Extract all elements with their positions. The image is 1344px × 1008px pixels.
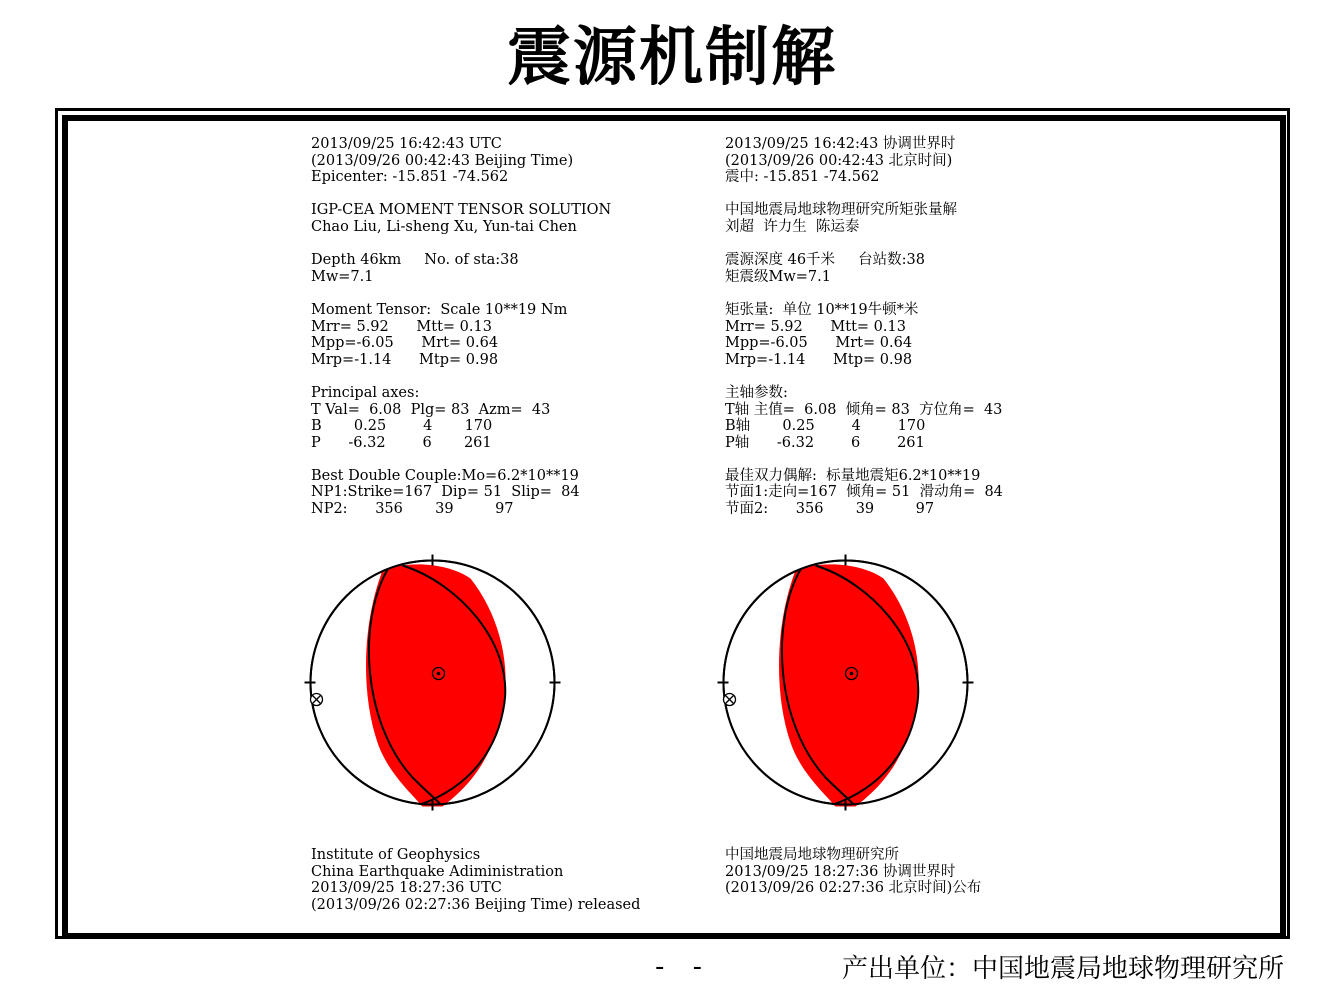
text-line: IGP-CEA MOMENT TENSOR SOLUTION [311,202,612,219]
english-solution-text [311,136,611,518]
text-line: 主轴参数: [725,384,788,401]
text-line: Depth 46km No. of sta:38 [311,252,519,269]
text-line: B 0.25 4 170 [311,418,493,435]
blank-line [725,236,1003,253]
text-line: Mrp=-1.14 Mtp= 0.98 [311,351,499,368]
text-line: China Earthquake Adiministration [311,863,564,880]
text-line: T Val= 6.08 Plg= 83 Azm= 43 [311,401,551,418]
blank-line [311,451,611,468]
blank-line [311,186,611,203]
page-title: 震源机制解 [507,21,837,95]
text-line: (2013/09/26 02:27:36 Beijing Time) released [311,896,641,913]
text-line: 震中: -15.851 -74.562 [725,169,880,186]
text-line: Mw=7.1 [311,268,374,285]
text-line: Best Double Couple:Mo=6.2*10**19 [311,467,579,484]
cross-in-circle-icon [311,694,323,706]
text-line: Mrr= 5.92 Mtt= 0.13 [311,318,492,335]
text-line: 中国地震局地球物理研究所矩张量解 [725,202,957,219]
beachball-english [295,545,570,820]
text-line: B轴 0.25 4 170 [725,418,926,435]
text-line: Epicenter: -15.851 -74.562 [311,169,509,186]
inner-frame [62,115,1286,939]
text-line: Institute of Geophysics [311,847,481,863]
text-line: (2013/09/26 00:42:43 Beijing Time) [311,152,574,169]
cross-in-circle-icon [724,694,736,706]
text-line: Mrp=-1.14 Mtp= 0.98 [725,351,913,368]
text-line: NP2: 356 39 97 [311,501,514,518]
blank-line [725,186,1003,203]
text-line: 震源深度 46千米 台站数:38 [725,252,925,269]
text-line: 2013/09/25 18:27:36 UTC [311,880,502,897]
text-line: Principal axes: [311,384,420,401]
text-line: Mpp=-6.05 Mrt= 0.64 [311,335,499,352]
text-line: 刘超 许力生 陈运泰 [725,218,860,235]
text-line: Moment Tensor: Scale 10**19 Nm [311,301,568,318]
chinese-solution-text [725,136,1003,518]
blank-line [311,368,611,385]
english-footer-text [311,847,640,913]
beachball-group [305,555,561,811]
text-line: 2013/09/25 16:42:43 协调世界时 [725,136,956,152]
text-line: 矩张量: 单位 10**19牛顿*米 [725,301,919,318]
text-line: 最佳双力偶解: 标量地震矩6.2*10**19 [725,467,981,484]
blank-line [725,368,1003,385]
text-line: 2013/09/25 16:42:43 UTC [311,136,502,152]
text-line: 矩震级Mw=7.1 [725,268,831,285]
text-line: 节面1:走向=167 倾角= 51 滑动角= 84 [725,484,1003,501]
text-line: (2013/09/26 00:42:43 北京时间) [725,152,953,169]
text-line: Mrr= 5.92 Mtt= 0.13 [725,318,906,335]
text-line: 中国地震局地球物理研究所 [725,847,899,863]
text-line: P -6.32 6 261 [311,434,492,451]
text-line: T轴 主值= 6.08 倾角= 83 方位角= 43 [725,401,1003,418]
blank-line [311,236,611,253]
producer-label: 产出单位：中国地震局地球物理研究所 [841,954,1284,984]
text-line: Mpp=-6.05 Mrt= 0.64 [725,335,913,352]
text-line: Chao Liu, Li-sheng Xu, Yun-tai Chen [311,218,577,235]
text-line: 2013/09/25 18:27:36 协调世界时 [725,863,956,880]
text-line: NP1:Strike=167 Dip= 51 Slip= 84 [311,484,580,501]
beachball-chinese [708,545,983,820]
beachball-group [718,555,974,811]
text-line: P轴 -6.32 6 261 [725,434,925,451]
text-line: (2013/09/26 02:27:36 北京时间)公布 [725,880,982,897]
chinese-footer-text [725,847,981,897]
text-line: 节面2: 356 39 97 [725,501,935,518]
page-dash: - - [655,952,713,982]
blank-line [725,285,1003,302]
blank-line [725,451,1003,468]
blank-line [311,285,611,302]
